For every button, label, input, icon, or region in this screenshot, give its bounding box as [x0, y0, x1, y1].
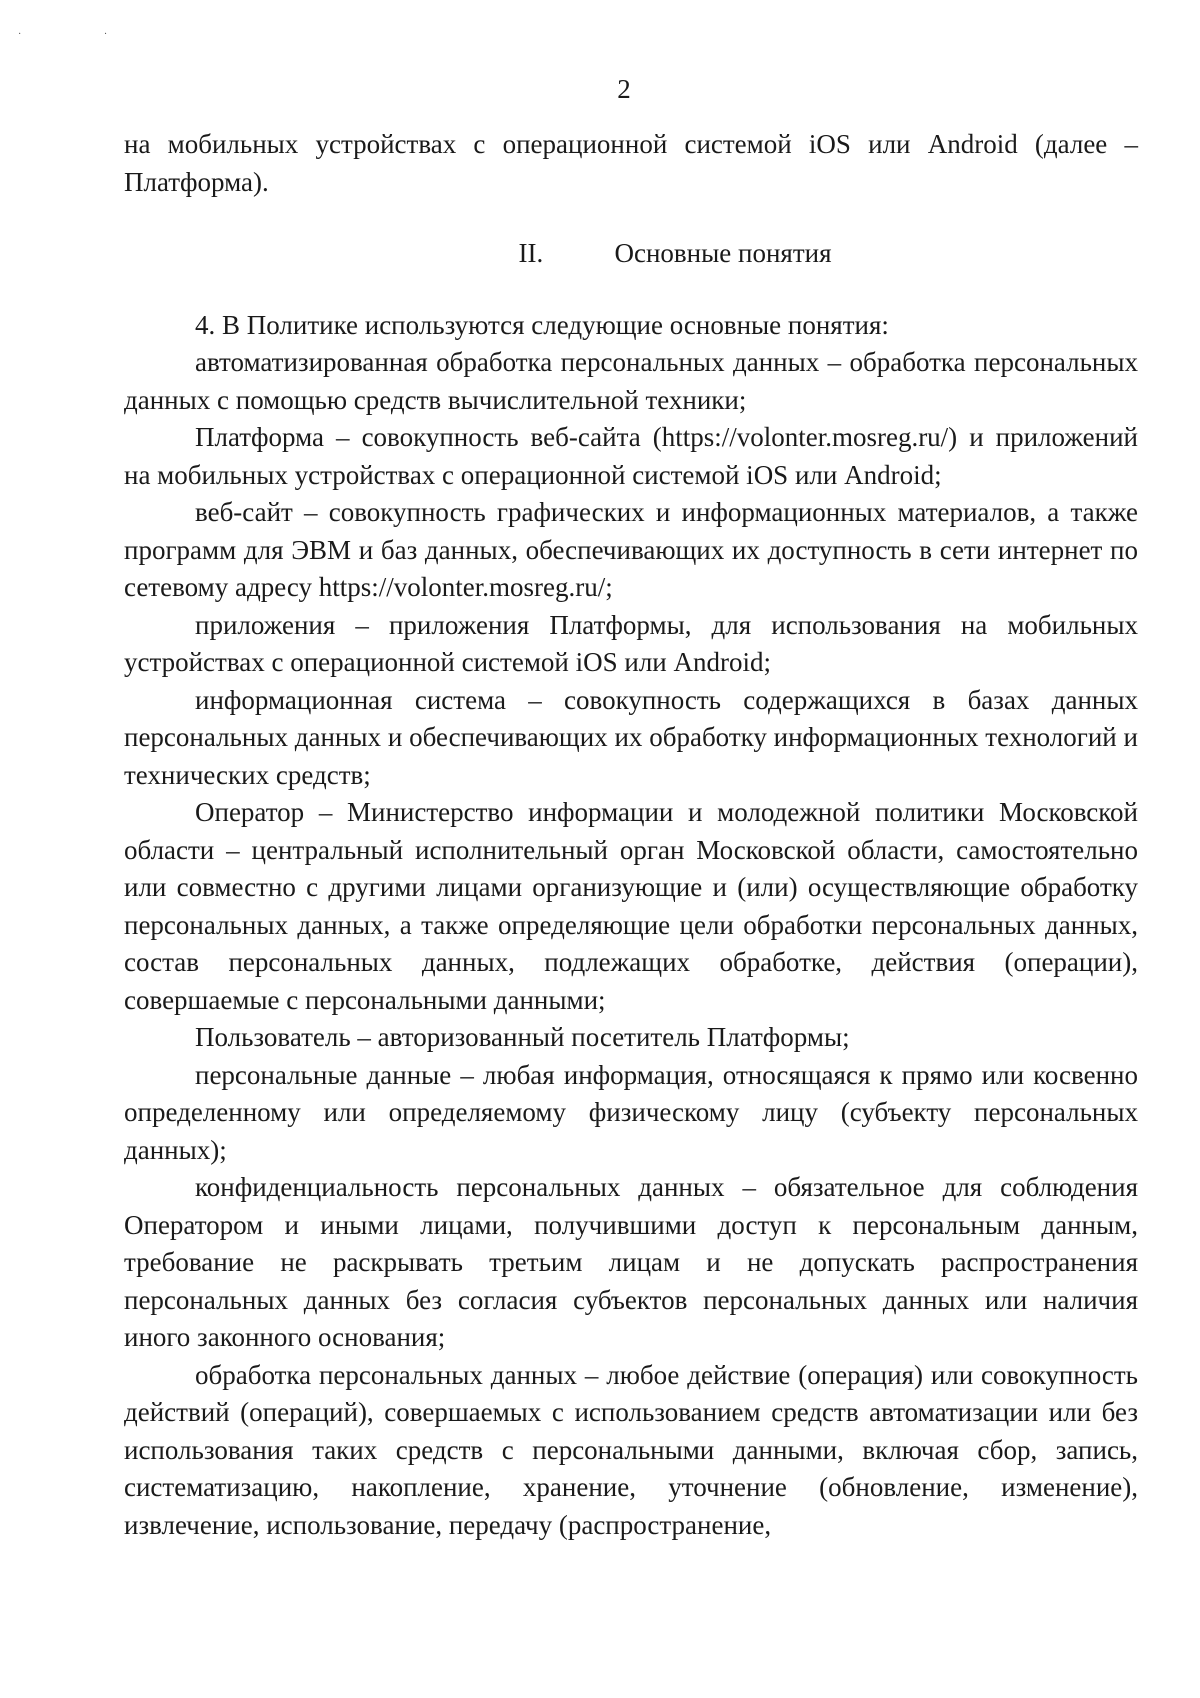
paragraph-automated-processing: автоматизированная обработка персональных данных – обработка персональных данных с помощью средств вычислительной техники; [124, 347, 1138, 415]
paragraph-operator: Оператор – Министерство информации и молодежной политики Московской области – центральный исполнительный орган Московской области, самостоятельно или совместно с другими лицами организующие и (или) осуществляющие обработку персональных данных, а также определяющие цели обработки персональных данных, состав персональных данных, подлежащих обработке, действия (операции), совершаемые с персональными данными; [124, 797, 1138, 1015]
section-number: II. [518, 238, 544, 268]
paragraph-confidentiality: конфиденциальность персональных данных – обязательное для соблюдения Оператором и иными лицами, получившими доступ к персональным данным, требование не раскрывать третьим лицам и не допускать распространения персональных данных без согласия субъектов персональных данных или наличия иного законного основания; [124, 1172, 1138, 1352]
document-body [124, 126, 1138, 1544]
section-title: Основные понятия [614, 238, 832, 268]
paragraph-information-system: информационная система – совокупность содержащихся в базах данных персональных данных и обеспечивающих их обработку информационных технологий и технических средств; [124, 684, 1138, 790]
paragraph-website: веб-сайт – совокупность графических и информационных материалов, а также программ для ЭВМ и баз данных, обеспечивающих их доступность в сети интернет по сетевому адресу https://volonter.mosreg.ru/; [124, 497, 1138, 602]
paragraph-processing: обработка персональных данных – любое действие (операция) или совокупность действий (операций), совершаемых с использованием средств автоматизации или без использования таких средств с персональными данными, включая сбор, запись, систематизацию, накопление, хранение, уточнение (обновление, изменение), извлечение, использование, передачу (распространение, [124, 1359, 1138, 1540]
page-number: 2 [617, 74, 631, 104]
paragraph-personal-data: персональные данные – любая информация, относящаяся к прямо или косвенно определенному или определяемому физическому лицу (субъекту персональных данных); [124, 1059, 1138, 1165]
paragraph-user: Пользователь – авторизованный посетитель Платформы; [195, 1022, 850, 1052]
section-heading [124, 235, 1138, 273]
scan-specks: · · [18, 29, 148, 40]
continuation-paragraph: на мобильных устройствах с операционной системой iOS или Android (далее – Платформа). [124, 129, 1138, 197]
paragraph-intro: 4. В Политике используются следующие основные понятия: [195, 309, 889, 340]
paragraph-platform: Платформа – совокупность веб-сайта (https://volonter.mosreg.ru/) и приложений на мобильных устройствах с операционной системой iOS или Android; [124, 422, 1138, 490]
paragraph-applications: приложения – приложения Платформы, для использования на мобильных устройствах с операционной системой iOS или Android; [124, 609, 1138, 677]
